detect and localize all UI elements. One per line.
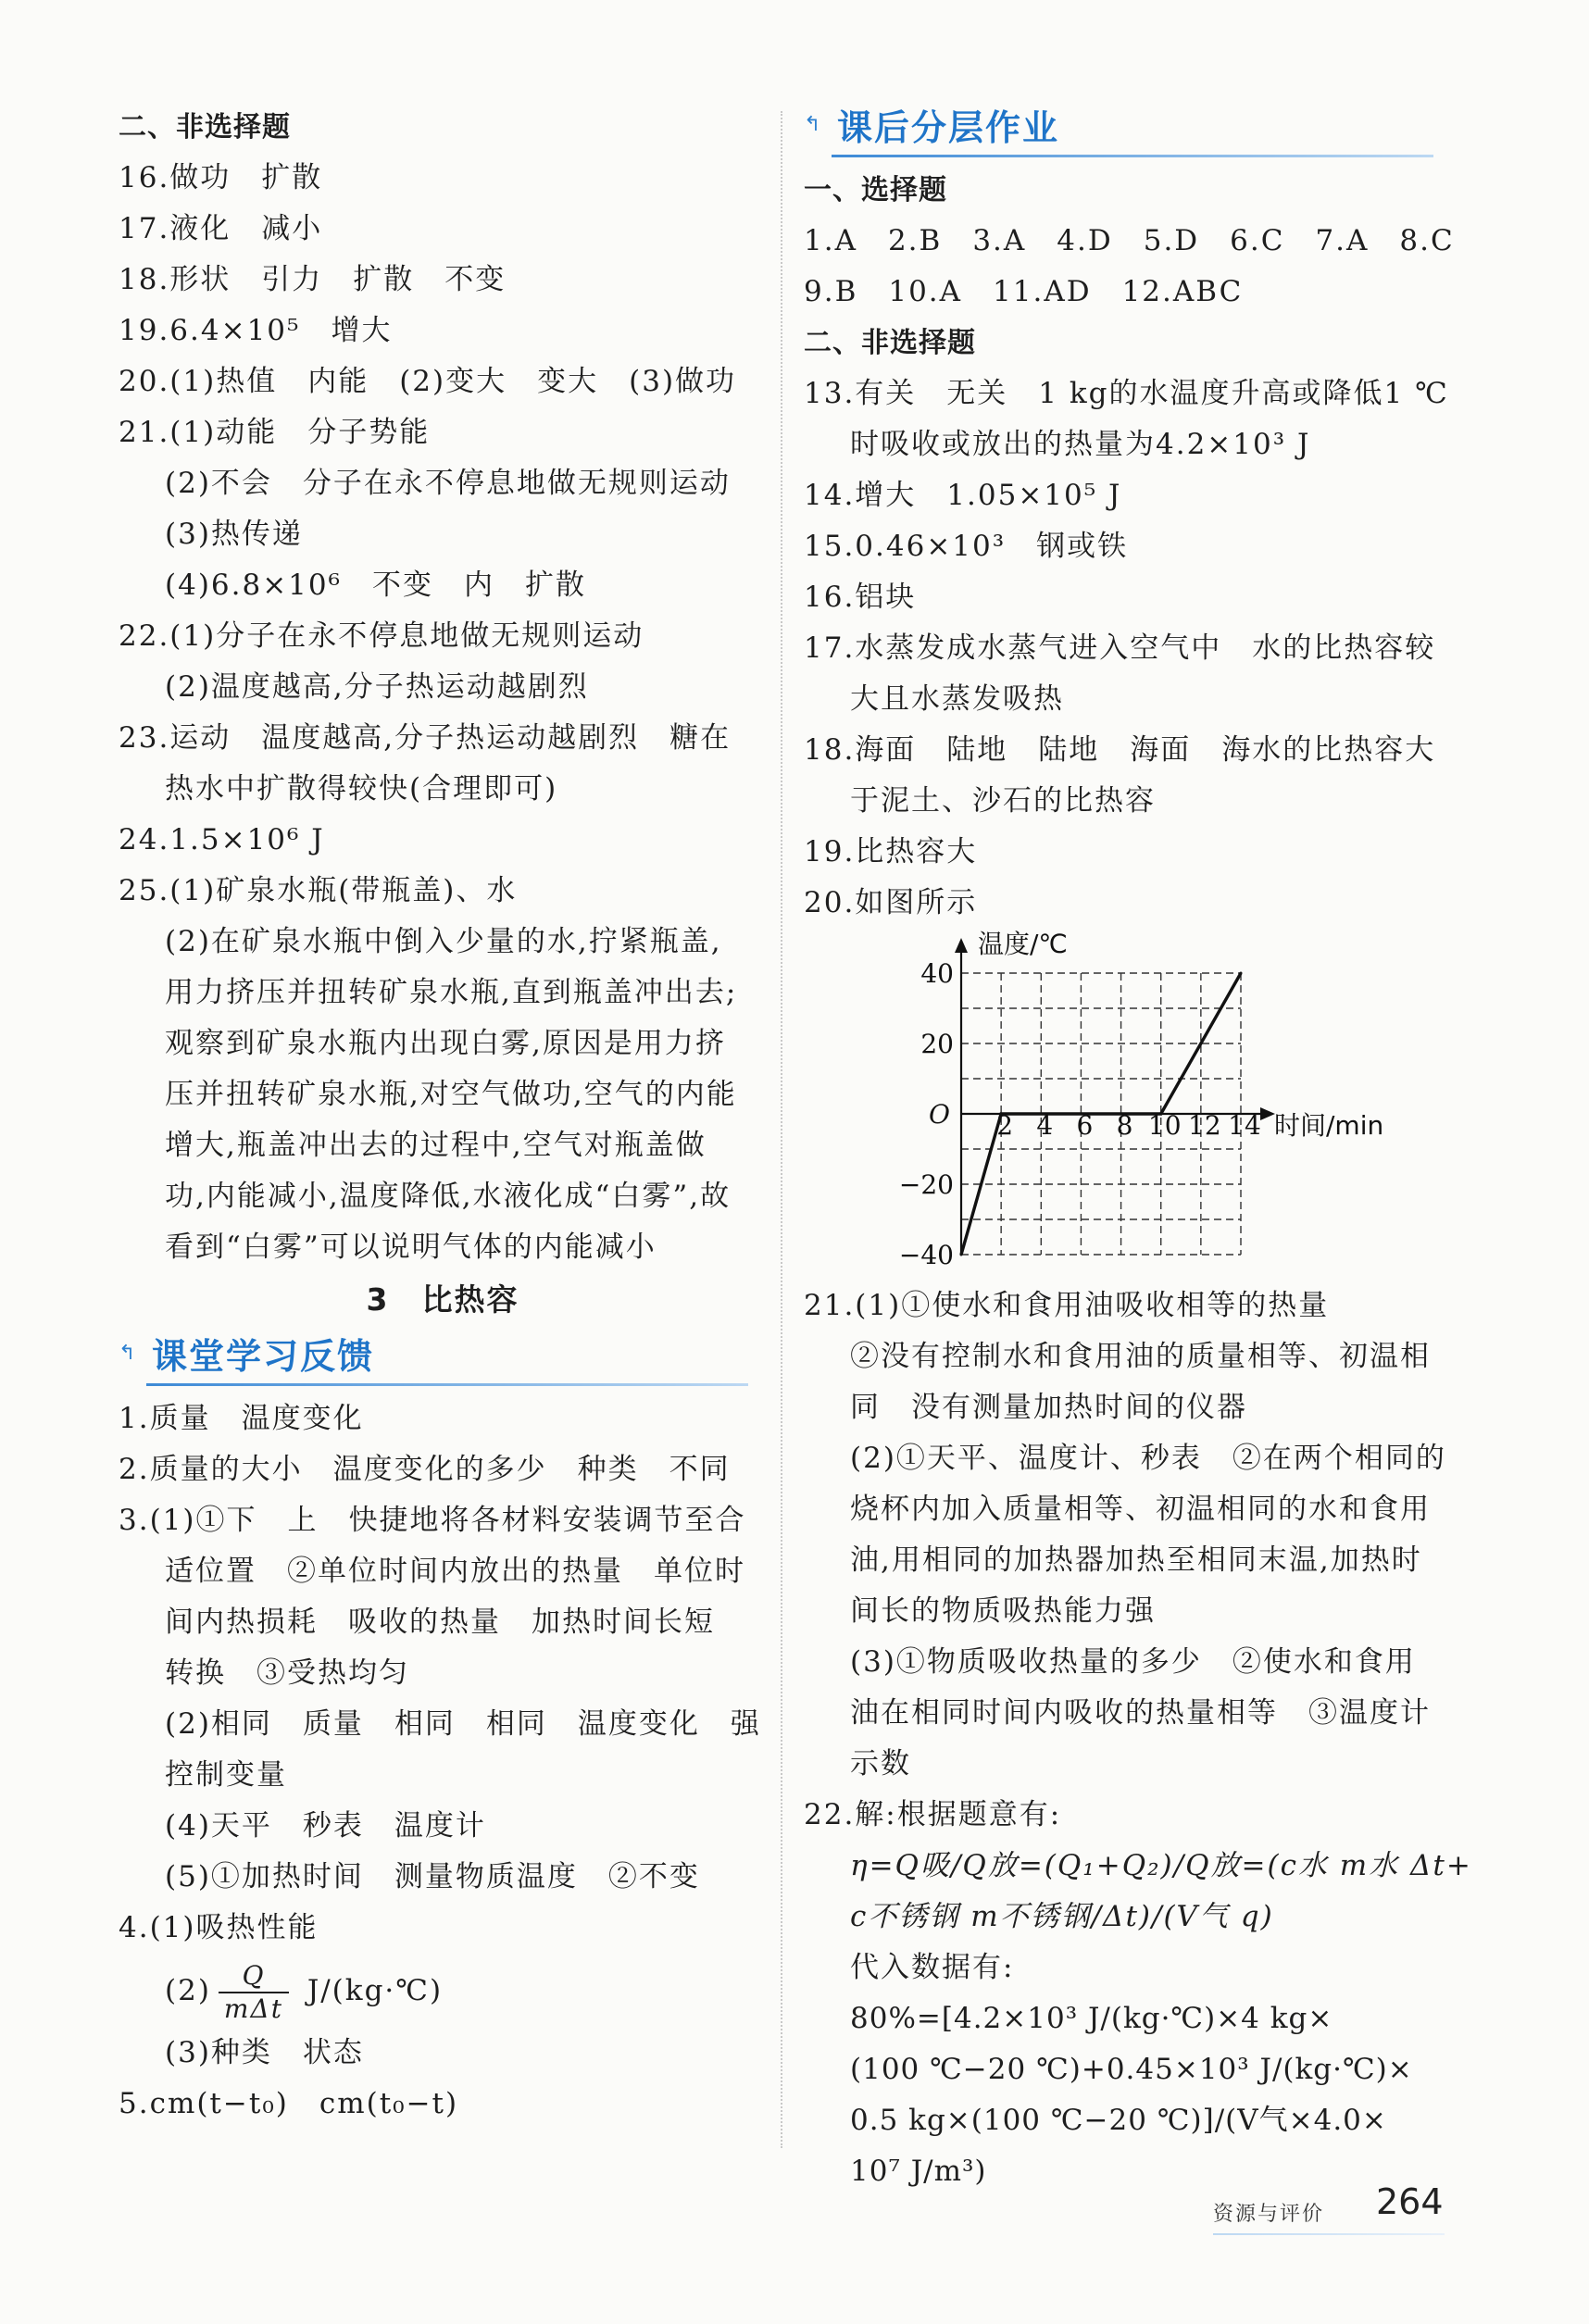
x-tick-label: 10	[1147, 1110, 1182, 1141]
answer-line: 16.做功 扩散	[119, 161, 323, 194]
answer-line: 14.增大 1.05×10⁵ J	[804, 479, 1122, 512]
answer-line: 19.比热容大	[804, 835, 978, 868]
answer-line: 21.(1)动能 分子势能	[119, 416, 431, 449]
answer-line: 20.如图所示	[804, 886, 978, 919]
answer-line: 25.(1)矿泉水瓶(带瓶盖)、水	[119, 874, 518, 907]
answer-line: 18.形状 引力 扩散 不变	[119, 263, 507, 296]
answer-line: (3)①物质吸收热量的多少 ②使水和食用	[850, 1645, 1416, 1679]
data-point	[960, 1254, 963, 1256]
formula-line: 0.5 kg×(100 ℃−20 ℃)]/(V气×4.0×	[850, 2104, 1387, 2137]
footer-underline	[1213, 2233, 1445, 2235]
answer-line: 1.A 2.B 3.A 4.D 5.D 6.C 7.A 8.C	[804, 224, 1455, 257]
answer-line: 17.液化 减小	[119, 212, 323, 245]
data-point	[1240, 972, 1243, 975]
answer-line: 22.(1)分子在永不停息地做无规则运动	[119, 619, 644, 653]
temperature-chart	[804, 929, 1452, 1281]
banner-homework	[804, 102, 1452, 159]
formula-line: (100 ℃−20 ℃)+0.45×10³ J/(kg·℃)×	[850, 2053, 1413, 2086]
answer-line: 16.铝块	[804, 581, 917, 614]
answer-line: 油,用相同的加热器加热至相同末温,加热时	[850, 1543, 1422, 1577]
answer-line: 间长的物质吸热能力强	[850, 1594, 1156, 1628]
answer-line: 增大,瓶盖冲出去的过程中,空气对瓶盖做	[165, 1129, 707, 1162]
banner-title: 课后分层作业	[837, 107, 1060, 148]
x-tick-label: 2	[996, 1110, 1014, 1141]
y-tick-label: 40	[920, 958, 954, 989]
answer-line: (3)种类 状态	[165, 2036, 364, 2069]
answer-line: (2)不会 分子在永不停息地做无规则运动	[165, 467, 731, 500]
answer-line: 功,内能减小,温度降低,水液化成“白雾”,故	[165, 1180, 732, 1213]
answer-line: 热水中扩散得较快(合理即可)	[165, 772, 558, 806]
answer-line: 同 没有测量加热时间的仪器	[850, 1391, 1247, 1424]
answer-line: 22.解:根据题意有:	[804, 1798, 1062, 1831]
answer-line: 18.海面 陆地 陆地 海面 海水的比热容大	[804, 733, 1436, 767]
banner-icon: ↰	[804, 113, 821, 136]
fraction-denominator: mΔt	[223, 1993, 283, 2024]
page-number: 264	[1376, 2181, 1444, 2222]
answer-line: 控制变量	[165, 1758, 287, 1792]
answer-line: 压并扭转矿泉水瓶,对空气做功,空气的内能	[165, 1078, 737, 1111]
answer-line: 17.水蒸发成水蒸气进入空气中 水的比热容较	[804, 631, 1436, 665]
origin-label: O	[929, 1099, 950, 1130]
answer-line: 间内热损耗 吸收的热量 加热时间长短	[165, 1606, 715, 1639]
answer-line: 1.质量 温度变化	[119, 1402, 364, 1435]
answer-line: 5.cm(t−t₀) cm(t₀−t)	[119, 2087, 459, 2120]
x-tick-label: 14	[1228, 1110, 1261, 1141]
temperature-chart-svg	[804, 929, 1452, 1281]
x-axis-arrow	[1260, 1107, 1275, 1120]
banner-icon: ↰	[119, 1342, 136, 1365]
answer-line: (5)①加热时间 测量物质温度 ②不变	[165, 1860, 700, 1893]
fraction-unit: J/(kg·℃)	[307, 1974, 444, 2007]
answer-line: 代入数据有:	[850, 1951, 1015, 1984]
answer-line: 3.(1)①下 上 快捷地将各材料安装调节至合	[119, 1504, 746, 1537]
y-tick-label: −40	[898, 1240, 954, 1270]
answer-line: (2)①天平、温度计、秒表 ②在两个相同的	[850, 1442, 1446, 1475]
answer-line: 19.6.4×10⁵ 增大	[119, 314, 393, 347]
answer-line: (2)在矿泉水瓶中倒入少量的水,拧紧瓶盖,	[165, 925, 722, 958]
heading-non-choice: 二、非选择题	[119, 111, 291, 144]
x-tick-label: 12	[1188, 1110, 1221, 1141]
formula-line: η=Q吸/Q放=(Q₁+Q₂)/Q放=(c水 m水 Δt+	[850, 1849, 1472, 1882]
answer-line: 15.0.46×10³ 钢或铁	[804, 530, 1129, 563]
answer-line: 2.质量的大小 温度变化的多少 种类 不同	[119, 1453, 731, 1486]
answer-line: 于泥土、沙石的比热容	[850, 784, 1156, 818]
banner-underline	[832, 155, 1433, 157]
heading-non-choice: 二、非选择题	[804, 327, 976, 359]
answer-line: 4.(1)吸热性能	[119, 1911, 319, 1944]
section-title: 3 比热容	[366, 1281, 519, 1318]
answer-line: 大且水蒸发吸热	[850, 682, 1064, 716]
y-axis-arrow	[955, 938, 968, 953]
fraction-prefix: (2)	[165, 1974, 211, 2007]
x-tick-label: 6	[1076, 1110, 1094, 1141]
answer-line: 适位置 ②单位时间内放出的热量 单位时	[165, 1555, 745, 1588]
answer-line: 烧杯内加入质量相等、初温相同的水和食用	[850, 1493, 1431, 1526]
answer-line: (4)天平 秒表 温度计	[165, 1809, 486, 1843]
answer-line: 示数	[850, 1747, 911, 1780]
answer-line: ②没有控制水和食用油的质量相等、初温相	[850, 1340, 1431, 1373]
x-tick-label: 8	[1116, 1110, 1133, 1141]
fraction	[219, 1960, 289, 2025]
x-tick-label: 4	[1036, 1110, 1054, 1141]
formula-line: c不锈钢 m不锈钢/Δt)/(V气 q)	[850, 1900, 1274, 1933]
answer-line: 21.(1)①使水和食用油吸收相等的热量	[804, 1289, 1330, 1322]
fraction-numerator: Q	[219, 1960, 289, 1993]
y-axis-label: 温度/℃	[978, 929, 1068, 959]
answer-line: (4)6.8×10⁶ 不变 内 扩散	[165, 569, 587, 602]
answer-line: 13.有关 无关 1 kg的水温度升高或降低1 ℃	[804, 377, 1449, 410]
formula-line: 80%=[4.2×10³ J/(kg·℃)×4 kg×	[850, 2002, 1333, 2035]
answer-line-fraction	[119, 1954, 767, 2028]
formula-line: 10⁷ J/m³)	[850, 2155, 987, 2188]
answer-line: 时吸收或放出的热量为4.2×10³ J	[850, 428, 1311, 461]
answer-line: 油在相同时间内吸收的热量相等 ③温度计	[850, 1696, 1431, 1730]
banner-classroom-feedback	[119, 1331, 767, 1388]
right-column	[804, 102, 1472, 2197]
column-divider	[781, 111, 782, 2148]
banner-title: 课堂学习反馈	[152, 1336, 375, 1377]
answer-line: (3)热传递	[165, 518, 303, 551]
answer-line: 用力挤压并扭转矿泉水瓶,直到瓶盖冲出去;	[165, 976, 738, 1009]
answer-line: (2)温度越高,分子热运动越剧烈	[165, 670, 589, 704]
answer-line: 23.运动 温度越高,分子热运动越剧烈 糖在	[119, 721, 732, 755]
answer-line: 看到“白雾”可以说明气体的内能减小	[165, 1231, 657, 1264]
answer-line: 24.1.5×10⁶ J	[119, 823, 325, 856]
heading-choice: 一、选择题	[804, 174, 947, 206]
answer-line: (2)相同 质量 相同 相同 温度变化 强	[165, 1707, 761, 1741]
banner-underline	[146, 1383, 748, 1386]
answer-line: 转换 ③受热均匀	[165, 1656, 409, 1690]
y-tick-label: −20	[898, 1169, 954, 1200]
answer-line: 观察到矿泉水瓶内出现白雾,原因是用力挤	[165, 1027, 726, 1060]
answer-line: 9.B 10.A 11.AD 12.ABC	[804, 275, 1244, 308]
chart-axes	[955, 938, 1275, 1255]
answer-line: 20.(1)热值 内能 (2)变大 变大 (3)做功	[119, 365, 737, 398]
footer-label: 资源与评价	[1213, 2203, 1325, 2226]
x-axis-label: 时间/min	[1274, 1110, 1384, 1141]
left-column	[119, 102, 767, 2130]
y-tick-label: 20	[920, 1029, 954, 1059]
